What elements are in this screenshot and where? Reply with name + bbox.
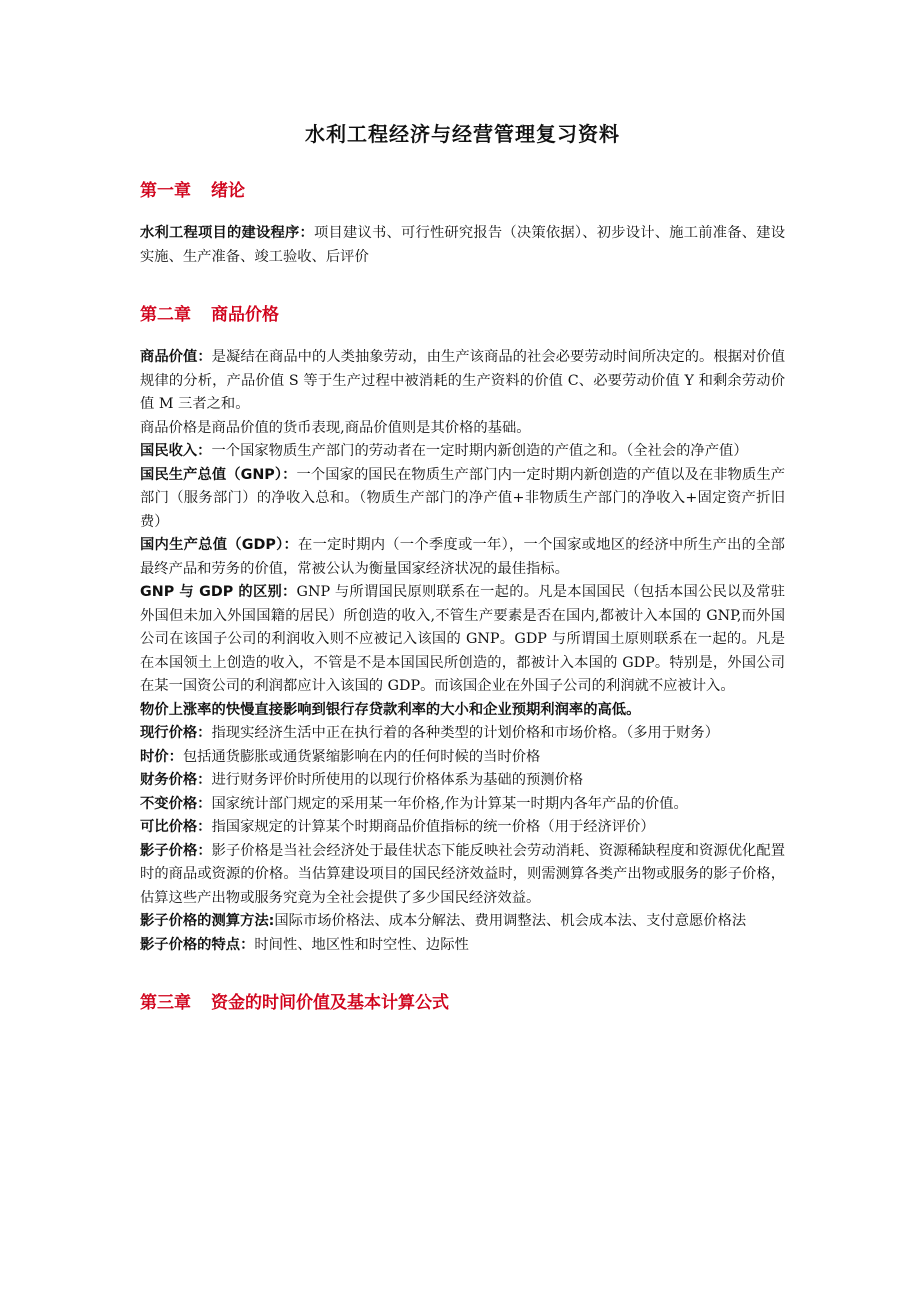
term: 不变价格： [140, 795, 212, 812]
document-title: 水利工程经济与经营管理复习资料 [305, 122, 620, 146]
term: 商品价值： [140, 349, 212, 365]
chapter-1-heading [140, 177, 785, 205]
paragraph-text: 一个国家物质生产部门的劳动者在一定时期内新创造的产值之和。（全社会的净产值） [211, 443, 748, 459]
term: 现行价格： [140, 725, 212, 741]
paragraph-text: 项目建议书、可行性研究报告（决策依据）、初步设计、施工前准备、建设实施、生产准备、竣工验收、后评价 [140, 225, 785, 265]
paragraph [140, 534, 785, 581]
term: 国民收入： [140, 443, 212, 459]
chapter-name: 资金的时间价值及基本计算公式 [211, 993, 449, 1013]
paragraph-text: 商品价格是商品价值的货币表现,商品价值则是其价格的基础。 [140, 419, 531, 436]
paragraph-text: 国家统计部门规定的采用某一年价格,作为计算某一时期内各年产品的价值。 [211, 795, 688, 812]
chapter-3-heading [140, 989, 785, 1017]
paragraph-text: GNP 与所谓国民原则联系在一起的。凡是本国国民（包括本国公民以及常驻外国但未加入外国国籍的居民）所创造的收入,不管生产要素是否在国内,都被计入本国的 GNP,而外国公司在该国子公司的利润收入则不应被记入该国的 GNP。GDP 与所谓国土原则联系在一起的。凡是在本国领土上创造的收入，不管是不是本国国民所创造的，都被计入本国的 GDP。特别是，外国公司在某一国资公司的利润都应计入该国的 GDP。而该国企业在外国子公司的利润就不应被计入。 [140, 584, 785, 694]
paragraph-text: 时间性、地区性和时空性、边际性 [254, 936, 469, 953]
paragraph-text: 包括通货膨胀或通货紧缩影响在内的任何时候的当时价格 [182, 748, 541, 765]
term: 财务价格： [140, 772, 212, 788]
term: GNP 与 GDP 的区别： [140, 584, 297, 600]
term: 时价： [140, 748, 183, 765]
paragraph [140, 793, 785, 817]
chapter-2-heading [140, 301, 785, 329]
term: 影子价格的特点： [140, 936, 255, 953]
paragraph [140, 222, 785, 269]
paragraph [140, 840, 785, 911]
paragraph-emphasis: 物价上涨率的快慢直接影响到银行存贷款利率的大小和企业预期利润率的高低。 [140, 701, 641, 718]
paragraph-text: 指国家规定的计算某个时期商品价值指标的统一价格（用于经济评价） [211, 819, 655, 835]
paragraph [140, 346, 785, 417]
paragraph-text: 进行财务评价时所使用的以现行价格体系为基础的预测价格 [211, 772, 584, 788]
paragraph-text: 一个国家的国民在物质生产部门内一定时期内新创造的产值以及在非物质生产部门（服务部门）的净收入总和。（物质生产部门的净产值+非物质生产部门的净收入+固定资产折旧费） [140, 466, 786, 530]
paragraph-text: 是凝结在商品中的人类抽象劳动，由生产该商品的社会必要劳动时间所决定的。根据对价值规律的分析，产品价值 S 等于生产过程中被消耗的生产资料的价值 C、必要劳动价值 Y 和剩余劳动价值 M 三者之和。 [140, 349, 785, 412]
paragraph [140, 417, 785, 441]
paragraph [140, 440, 785, 464]
paragraph [140, 464, 785, 535]
paragraph-text: 指现实经济生活中正在执行着的各种类型的计划价格和市场价格。（多用于财务） [211, 725, 720, 741]
term: 国内生产总值（GDP）： [140, 537, 299, 553]
paragraph [140, 816, 785, 840]
paragraph-text: 影子价格是当社会经济处于最佳状态下能反映社会劳动消耗、资源稀缺程度和资源优化配置时的商品或资源的价格。当估算建设项目的国民经济效益时，则需测算各类产出物或服务的影子价格，估算这些产出物或服务究竟为全社会提供了多少国民经济效益。 [140, 842, 785, 906]
paragraph [140, 910, 785, 934]
paragraph [140, 746, 785, 770]
chapter-number: 第二章 [140, 305, 191, 325]
term: 水利工程项目的建设程序： [140, 225, 314, 241]
chapter-number: 第一章 [140, 181, 191, 201]
paragraph-text: 在一定时期内（一个季度或一年），一个国家或地区的经济中所生产出的全部最终产品和劳务的价值，常被公认为衡量国家经济状况的最佳指标。 [140, 537, 785, 577]
paragraph [140, 581, 785, 699]
term: 影子价格： [140, 842, 212, 859]
term: 可比价格： [140, 819, 212, 835]
chapter-name: 商品价格 [211, 305, 279, 325]
paragraph [140, 722, 785, 746]
paragraph-text: 国际市场价格法、成本分解法、费用调整法、机会成本法、支付意愿价格法 [274, 913, 747, 929]
paragraph [140, 769, 785, 793]
term: 国民生产总值（GNP）： [140, 466, 297, 483]
document-page [140, 118, 785, 1017]
paragraph [140, 934, 785, 958]
chapter-name: 绪论 [211, 181, 245, 201]
term: 影子价格的测算方法: [140, 913, 275, 929]
chapter-number: 第三章 [140, 993, 191, 1013]
